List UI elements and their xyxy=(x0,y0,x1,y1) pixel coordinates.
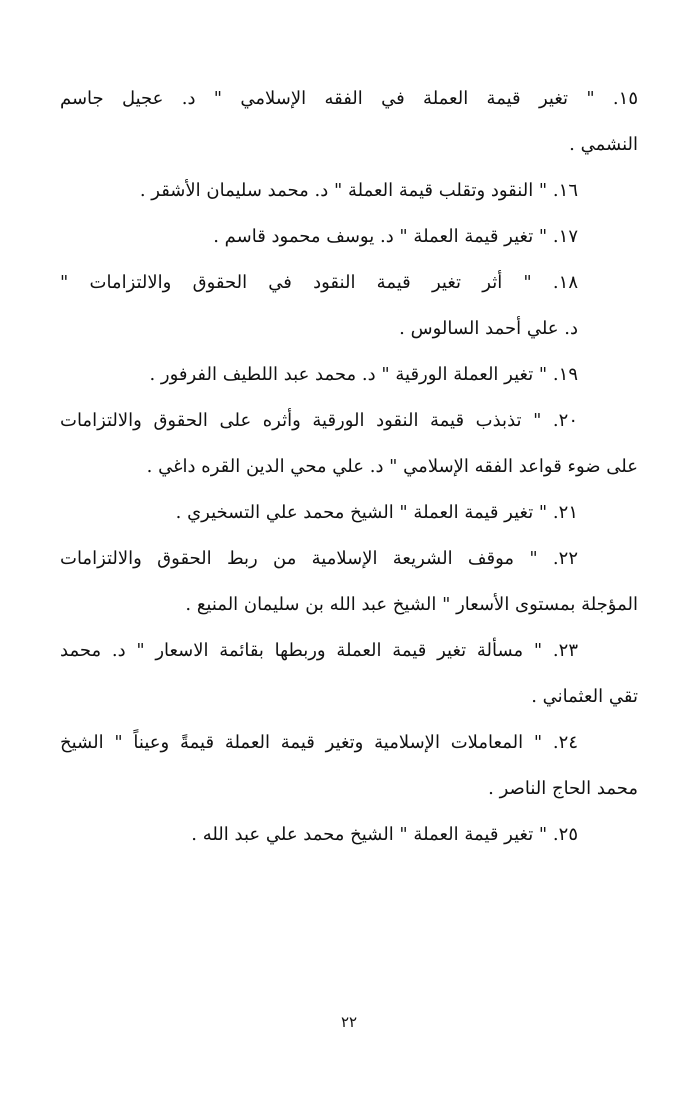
reference-20-line-1: ٢٠. " تذبذب قيمة النقود الورقية وأثره على الحقوق والالتزامات xyxy=(60,410,578,431)
reference-15-line-2: النشمي . xyxy=(569,134,638,155)
reference-24-line-2: محمد الحاج الناصر . xyxy=(488,778,638,799)
reference-list xyxy=(60,76,638,858)
reference-25: ٢٥. " تغير قيمة العملة " الشيخ محمد علي عبد الله . xyxy=(191,824,578,845)
reference-23-line-2: تقي العثماني . xyxy=(531,686,638,707)
page-number: ٢٢ xyxy=(340,1013,358,1031)
reference-17: ١٧. " تغير قيمة العملة " د. يوسف محمود قاسم . xyxy=(213,226,578,247)
reference-15-line-1: ١٥. " تغير قيمة العملة في الفقه الإسلامي " د. عجيل جاسم xyxy=(60,88,638,109)
reference-16: ١٦. " النقود وتقلب قيمة العملة " د. محمد سليمان الأشقر . xyxy=(139,180,578,201)
reference-19: ١٩. " تغير العملة الورقية " د. محمد عبد اللطيف الفرفور . xyxy=(149,364,578,385)
reference-23-line-1: ٢٣. " مسألة تغير قيمة العملة وربطها بقائمة الاسعار " د. محمد xyxy=(60,640,578,661)
reference-24-line-1: ٢٤. " المعاملات الإسلامية وتغير قيمة العملة قيمةً وعيناً " الشيخ xyxy=(60,732,578,753)
reference-18-line-2: د. علي أحمد السالوس . xyxy=(399,318,578,339)
reference-22-line-1: ٢٢. " موقف الشريعة الإسلامية من ربط الحقوق والالتزامات xyxy=(60,548,578,569)
reference-21: ٢١. " تغير قيمة العملة " الشيخ محمد علي التسخيري . xyxy=(175,502,578,523)
reference-20-line-2: على ضوء قواعد الفقه الإسلامي " د. علي محي الدين القره داغي . xyxy=(146,456,638,477)
reference-18-line-1: ١٨. " أثر تغير قيمة النقود في الحقوق والالتزامات " xyxy=(60,272,578,293)
reference-22-line-2: المؤجلة بمستوى الأسعار " الشيخ عبد الله بن سليمان المنيع . xyxy=(185,594,638,615)
